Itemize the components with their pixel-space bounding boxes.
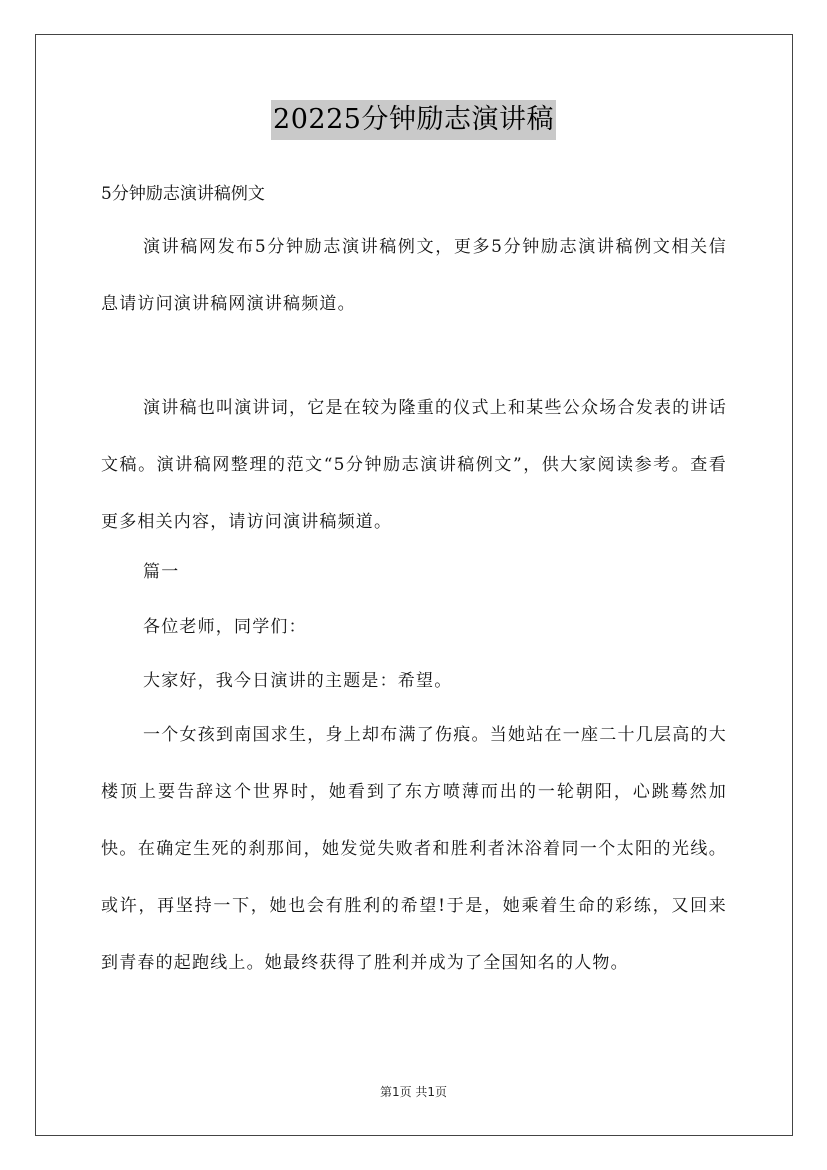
document-title-container [0,100,827,140]
document-subtitle: 5分钟励志演讲稿例文 [101,184,265,204]
paragraph-salutation: 各位老师，同学们： [143,617,307,637]
section-heading: 篇一 [143,562,180,582]
paragraph-greeting: 大家好，我今日演讲的主题是：希望。 [143,671,453,691]
document-title: 20225分钟励志演讲稿 [271,100,556,140]
paragraph-intro: 演讲稿网发布5分钟励志演讲稿例文，更多5分钟励志演讲稿例文相关信息请访问演讲稿网演讲稿频道。 [101,237,727,314]
paragraph-description: 演讲稿也叫演讲词，它是在较为隆重的仪式上和某些公众场合发表的讲话文稿。演讲稿网整理的范文“5分钟励志演讲稿例文”，供大家阅读参考。查看更多相关内容，请访问演讲稿频道。 [101,398,727,532]
paragraph-story: 一个女孩到南国求生，身上却布满了伤痕。当她站在一座二十几层高的大楼顶上要告辞这个世界时，她看到了东方喷薄而出的一轮朝阳，心跳蓦然加快。在确定生死的刹那间，她发觉失败者和胜利者沐浴着同一个太阳的光线。或许，再坚持一下，她也会有胜利的希望!于是，她乘着生命的彩练，又回来到青春的起跑线上。她最终获得了胜利并成为了全国知名的人物。 [101,725,727,973]
page-footer: 第1页 共1页 [379,1085,448,1099]
